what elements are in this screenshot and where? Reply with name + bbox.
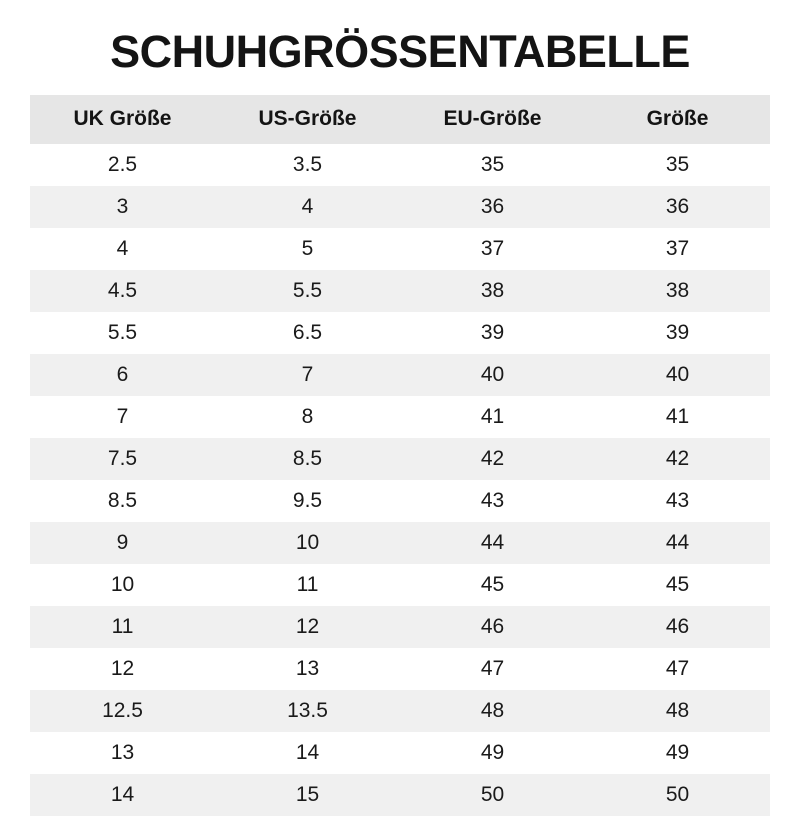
table-cell: 40	[585, 354, 770, 396]
table-cell: 4	[215, 186, 400, 228]
table-cell: 43	[400, 480, 585, 522]
table-cell: 41	[585, 396, 770, 438]
table-row	[30, 732, 770, 774]
table-cell: 3	[30, 186, 215, 228]
table-cell: 42	[400, 438, 585, 480]
table-cell: 12	[30, 648, 215, 690]
table-cell: 45	[585, 564, 770, 606]
table-cell: 9.5	[215, 480, 400, 522]
table-cell: 48	[585, 690, 770, 732]
table-cell: 7	[30, 396, 215, 438]
table-row	[30, 186, 770, 228]
table-cell: 11	[30, 606, 215, 648]
table-body	[30, 144, 770, 816]
table-cell: 35	[400, 144, 585, 186]
table-cell: 46	[585, 606, 770, 648]
table-cell: 15	[215, 774, 400, 816]
page-title: SCHUHGRÖSSENTABELLE	[110, 26, 690, 77]
table-row	[30, 438, 770, 480]
table-cell: 8.5	[30, 480, 215, 522]
table-cell: 12	[215, 606, 400, 648]
table-cell: 4	[30, 228, 215, 270]
table-cell: 38	[400, 270, 585, 312]
table-cell: 49	[585, 732, 770, 774]
table-cell: 6	[30, 354, 215, 396]
table-cell: 2.5	[30, 144, 215, 186]
table-cell: 6.5	[215, 312, 400, 354]
size-chart-table-wrapper	[30, 95, 770, 816]
table-cell: 50	[585, 774, 770, 816]
table-cell: 14	[215, 732, 400, 774]
table-row	[30, 522, 770, 564]
table-row	[30, 144, 770, 186]
table-row	[30, 480, 770, 522]
column-header-eu: EU-Größe	[400, 95, 585, 144]
column-header-uk: UK Größe	[30, 95, 215, 144]
table-row	[30, 270, 770, 312]
table-row	[30, 564, 770, 606]
table-cell: 44	[400, 522, 585, 564]
table-row	[30, 228, 770, 270]
table-cell: 50	[400, 774, 585, 816]
table-cell: 36	[400, 186, 585, 228]
table-row	[30, 606, 770, 648]
table-cell: 13	[30, 732, 215, 774]
table-cell: 39	[585, 312, 770, 354]
table-cell: 47	[585, 648, 770, 690]
table-cell: 39	[400, 312, 585, 354]
table-cell: 12.5	[30, 690, 215, 732]
table-row	[30, 648, 770, 690]
table-row	[30, 396, 770, 438]
table-cell: 37	[400, 228, 585, 270]
table-cell: 45	[400, 564, 585, 606]
column-header-us: US-Größe	[215, 95, 400, 144]
table-cell: 3.5	[215, 144, 400, 186]
table-cell: 41	[400, 396, 585, 438]
table-cell: 5	[215, 228, 400, 270]
table-cell: 7.5	[30, 438, 215, 480]
table-cell: 47	[400, 648, 585, 690]
table-cell: 14	[30, 774, 215, 816]
table-cell: 11	[215, 564, 400, 606]
table-cell: 48	[400, 690, 585, 732]
table-cell: 10	[215, 522, 400, 564]
table-row	[30, 354, 770, 396]
table-cell: 9	[30, 522, 215, 564]
table-cell: 46	[400, 606, 585, 648]
table-cell: 5.5	[30, 312, 215, 354]
table-cell: 40	[400, 354, 585, 396]
table-header-row	[30, 95, 770, 144]
table-cell: 10	[30, 564, 215, 606]
table-cell: 5.5	[215, 270, 400, 312]
table-cell: 4.5	[30, 270, 215, 312]
table-cell: 13.5	[215, 690, 400, 732]
table-cell: 38	[585, 270, 770, 312]
table-cell: 42	[585, 438, 770, 480]
size-chart-table	[30, 95, 770, 816]
column-header-size: Größe	[585, 95, 770, 144]
table-cell: 13	[215, 648, 400, 690]
table-row	[30, 690, 770, 732]
table-cell: 43	[585, 480, 770, 522]
table-cell: 37	[585, 228, 770, 270]
table-head	[30, 95, 770, 144]
table-cell: 7	[215, 354, 400, 396]
table-cell: 36	[585, 186, 770, 228]
table-cell: 8	[215, 396, 400, 438]
table-row	[30, 312, 770, 354]
table-row	[30, 774, 770, 816]
table-cell: 49	[400, 732, 585, 774]
table-cell: 44	[585, 522, 770, 564]
table-cell: 8.5	[215, 438, 400, 480]
table-cell: 35	[585, 144, 770, 186]
